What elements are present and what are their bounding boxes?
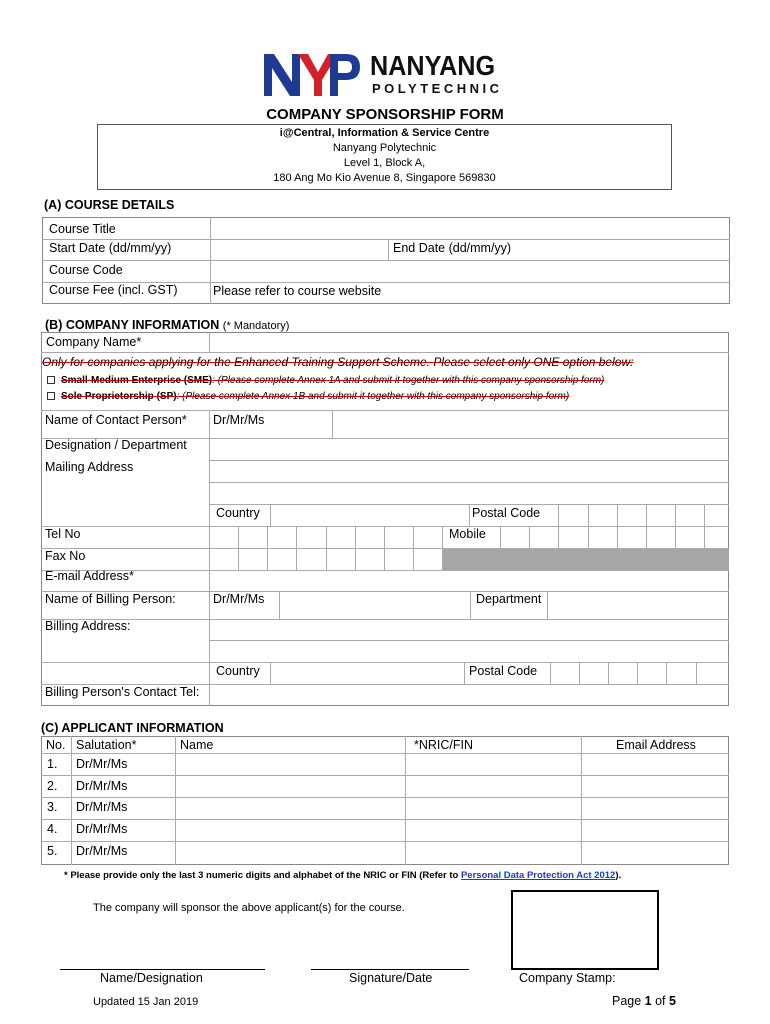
billing-address-label: Billing Address: bbox=[45, 619, 131, 633]
course-code-label: Course Code bbox=[49, 263, 123, 277]
address-line-2: Nanyang Polytechnic bbox=[332, 142, 437, 154]
nric-footnote bbox=[64, 870, 621, 881]
section-b-heading: (B) COMPANY INFORMATION bbox=[45, 318, 220, 332]
email-label: E-mail Address* bbox=[45, 569, 134, 583]
page-of: of bbox=[651, 994, 669, 1008]
logo-sub: POLYTECHNIC bbox=[372, 81, 503, 96]
billing-department-field[interactable] bbox=[548, 592, 728, 619]
sp-label: Sole Proprietorship (SP) bbox=[61, 391, 177, 402]
form-title: COMPANY SPONSORSHIP FORM bbox=[266, 106, 504, 123]
row-4-no: 4. bbox=[47, 822, 58, 836]
start-date-label: Start Date (dd/mm/yy) bbox=[49, 241, 172, 255]
tel-label: Tel No bbox=[45, 527, 81, 541]
course-title-field[interactable] bbox=[211, 218, 729, 239]
name-designation-label: Name/Designation bbox=[100, 971, 203, 985]
mandatory-note: (* Mandatory) bbox=[222, 320, 290, 332]
row-2-salutation: Dr/Mr/Ms bbox=[76, 779, 128, 793]
company-name-label: Company Name* bbox=[46, 335, 142, 349]
billing-person-label: Name of Billing Person: bbox=[45, 592, 176, 606]
contact-person-field[interactable] bbox=[333, 411, 728, 438]
page-total: 5 bbox=[669, 994, 676, 1008]
row-2-no: 2. bbox=[47, 779, 58, 793]
name-designation-line bbox=[60, 969, 265, 970]
billing-person-field[interactable] bbox=[280, 592, 469, 619]
row-1-salutation: Dr/Mr/Ms bbox=[76, 757, 128, 771]
company-name-field[interactable] bbox=[210, 333, 728, 352]
sme-checkbox[interactable] bbox=[47, 376, 55, 384]
company-stamp-label: Company Stamp: bbox=[519, 971, 616, 985]
sp-checkbox[interactable] bbox=[47, 392, 55, 400]
row-5-no: 5. bbox=[47, 844, 58, 858]
mailing-country-label: Country bbox=[216, 506, 260, 520]
billing-salutation: Dr/Mr/Ms bbox=[213, 592, 265, 606]
fax-label: Fax No bbox=[45, 549, 86, 563]
sp-note: : (Please complete Annex 1B and submit it together with this company sponsorship form) bbox=[176, 391, 570, 402]
row-5-salutation: Dr/Mr/Ms bbox=[76, 844, 128, 858]
end-date-field[interactable] bbox=[520, 240, 729, 260]
sponsor-statement: The company will sponsor the above applicant(s) for the course. bbox=[93, 902, 405, 914]
footnote-text: * Please provide only the last 3 numeric digits and alphabet of the NRIC or FIN (Refer to bbox=[64, 870, 461, 881]
pdpa-link[interactable]: Personal Data Protection Act 2012 bbox=[460, 870, 616, 881]
page-current: 1 bbox=[644, 994, 652, 1008]
updated-date: Updated 15 Jan 2019 bbox=[93, 996, 199, 1008]
designation-label: Designation / Department bbox=[45, 438, 187, 452]
nyp-logo bbox=[262, 50, 517, 100]
end-date-label: End Date (dd/mm/yy) bbox=[393, 241, 512, 255]
address-line-4: 180 Ang Mo Kio Avenue 8, Singapore 569830 bbox=[273, 172, 496, 184]
start-date-field[interactable] bbox=[211, 240, 387, 260]
course-fee-label: Course Fee (incl. GST) bbox=[49, 283, 178, 297]
address-line-1: i@Central, Information & Service Centre bbox=[279, 127, 490, 139]
scheme-note: Only for companies applying for the Enhanced Training Support Scheme. Please select only ONE option below: bbox=[42, 355, 634, 369]
col-no: No. bbox=[46, 738, 66, 752]
billing-postal-label: Postal Code bbox=[469, 664, 538, 678]
page-number bbox=[612, 994, 676, 1008]
footnote-end: ). bbox=[615, 870, 622, 881]
row-1-no: 1. bbox=[47, 757, 58, 771]
section-b-heading-wrap bbox=[45, 318, 289, 332]
signature-date-line bbox=[311, 969, 469, 970]
address-line-3: Level 1, Block A, bbox=[343, 157, 426, 169]
row-3-salutation: Dr/Mr/Ms bbox=[76, 800, 128, 814]
billing-tel-field[interactable] bbox=[210, 685, 728, 705]
billing-tel-label: Billing Person's Contact Tel: bbox=[45, 685, 200, 699]
mailing-postal-label: Postal Code bbox=[472, 506, 541, 520]
course-title-label: Course Title bbox=[49, 222, 116, 236]
sme-note: : (Please complete Annex 1A and submit it together with this company sponsorship form) bbox=[212, 375, 605, 386]
section-a-heading: (A) COURSE DETAILS bbox=[44, 198, 175, 212]
sme-label: Small-Medium Enterprise (SME) bbox=[61, 375, 213, 386]
billing-address-field[interactable] bbox=[210, 620, 728, 662]
fax-shaded-area bbox=[443, 549, 729, 570]
logo-name: NANYANG bbox=[370, 50, 496, 81]
contact-person-label: Name of Contact Person* bbox=[45, 413, 187, 427]
row-3-no: 3. bbox=[47, 800, 58, 814]
col-name: Name bbox=[180, 738, 214, 752]
billing-country-label: Country bbox=[216, 664, 260, 678]
section-c-heading: (C) APPLICANT INFORMATION bbox=[41, 721, 224, 735]
mobile-label: Mobile bbox=[449, 527, 486, 541]
billing-department-label: Department bbox=[476, 592, 542, 606]
designation-field[interactable] bbox=[210, 439, 728, 460]
applicant-table bbox=[41, 736, 729, 865]
col-nric: *NRIC/FIN bbox=[414, 738, 474, 752]
mailing-address-label: Mailing Address bbox=[45, 460, 134, 474]
company-stamp-box bbox=[511, 890, 659, 970]
course-code-field[interactable] bbox=[211, 261, 729, 282]
nyp-logo-mark bbox=[262, 50, 362, 98]
contact-salutation: Dr/Mr/Ms bbox=[213, 413, 265, 427]
col-salutation: Salutation* bbox=[76, 738, 137, 752]
email-field[interactable] bbox=[210, 571, 728, 591]
sp-option[interactable] bbox=[47, 391, 569, 402]
page-prefix: Page bbox=[612, 994, 645, 1008]
sme-option[interactable] bbox=[47, 375, 604, 386]
signature-date-label: Signature/Date bbox=[349, 971, 433, 985]
col-email: Email Address bbox=[616, 738, 696, 752]
row-4-salutation: Dr/Mr/Ms bbox=[76, 822, 128, 836]
course-fee-value: Please refer to course website bbox=[213, 284, 382, 298]
